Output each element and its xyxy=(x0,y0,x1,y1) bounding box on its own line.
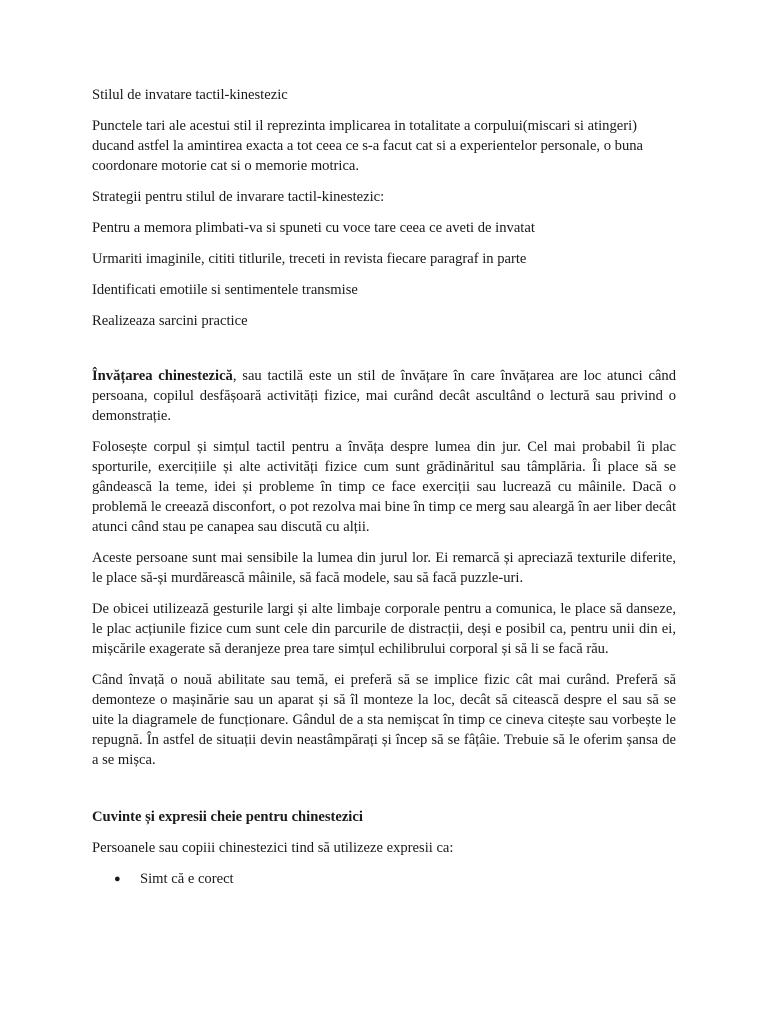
strategy-item: Realizeaza sarcini practice xyxy=(92,313,248,329)
strategy-item: Identificati emotiile si sentimentele transmise xyxy=(92,282,358,298)
keywords-list xyxy=(92,869,676,889)
strategy-item: Urmariti imaginile, cititi titlurile, treceti in revista fiecare paragraf in parte xyxy=(92,251,527,267)
bullet-icon: ● xyxy=(114,873,121,885)
spacer xyxy=(92,342,676,366)
list-item xyxy=(114,869,676,889)
keywords-intro: Persoanele sau copiii chinestezici tind să utilizeze expresii ca: xyxy=(92,840,454,856)
body-paragraph: Când învață o nouă abilitate sau temă, ei preferă să se implice fizic cât mai curând. Preferă să demonteze o mașinărie sau un aparat și să îl monteze la loc, decât să citească despre el sau să se uite la diagramele de funcționare. Gândul de a sta nemișcat în timp ce cineva citește sau vorbește le repugnă. În astfel de situații devin neastâmpărați și încep să se fâțâie. Trebuie să le oferim șansa de a se mișca. xyxy=(92,672,676,768)
intro-text: , sau tactilă este un stil de învățare în care învățarea are loc atunci când persoana, copilul desfășoară activități fizice, mai curând decât ascultând o lectură sau privind o demonstrație. xyxy=(92,368,676,424)
keywords-heading xyxy=(92,807,676,827)
strategies-heading: Strategii pentru stilul de invarare tactil-kinestezic: xyxy=(92,189,385,205)
strengths-paragraph: Punctele tari ale acestui stil il reprezinta implicarea in totalitate a corpului(miscari si atingeri) ducand astfel la amintirea exacta a tot ceea ce s-a facut cat si a experientelor personale, o buna coordonare motorie cat si o memorie motrica. xyxy=(92,118,644,174)
keywords-heading-text: Cuvinte și expresii cheie pentru chinestezici xyxy=(92,809,363,825)
document-page xyxy=(92,85,676,889)
spacer xyxy=(92,781,676,807)
strategy-item: Pentru a memora plimbati-va si spuneti cu voce tare ceea ce aveti de invatat xyxy=(92,220,535,236)
body-paragraph: Aceste persoane sunt mai sensibile la lumea din jurul lor. Ei remarcă și apreciază texturile diferite, le place să-și murdărească mâinile, să facă modele, sau să facă puzzle-uri. xyxy=(92,550,676,586)
section-title: Stilul de invatare tactil-kinestezic xyxy=(92,87,288,103)
intro-term: Învățarea chinestezică xyxy=(92,368,233,384)
intro-paragraph xyxy=(92,366,676,426)
body-paragraph: Folosește corpul și simțul tactil pentru a învăța despre lumea din jur. Cel mai probabil îi plac sporturile, exercițiile și alte activități fizice cum sunt grădinăritul sau tâmplăria. Îi place să se gândească la teme, idei și probleme în timp ce face exerciții sau lucrează cu mâinile. Dacă o problemă le creează disconfort, o pot rezolva mai bine în timp ce merg sau aleargă în aer liber decât atunci când stau pe canapea sau discută cu alții. xyxy=(92,439,676,535)
body-paragraph: De obicei utilizează gesturile largi și alte limbaje corporale pentru a comunica, le place să danseze, le plac acțiunile fizice cum sunt cele din parcurile de distracții, deși e posibil ca, pentru unii din ei, mișcările exagerate să deranjeze prea tare simțul echilibrului corporal și să li se facă rău. xyxy=(92,601,676,657)
list-item-text: Simt că e corect xyxy=(140,871,234,887)
